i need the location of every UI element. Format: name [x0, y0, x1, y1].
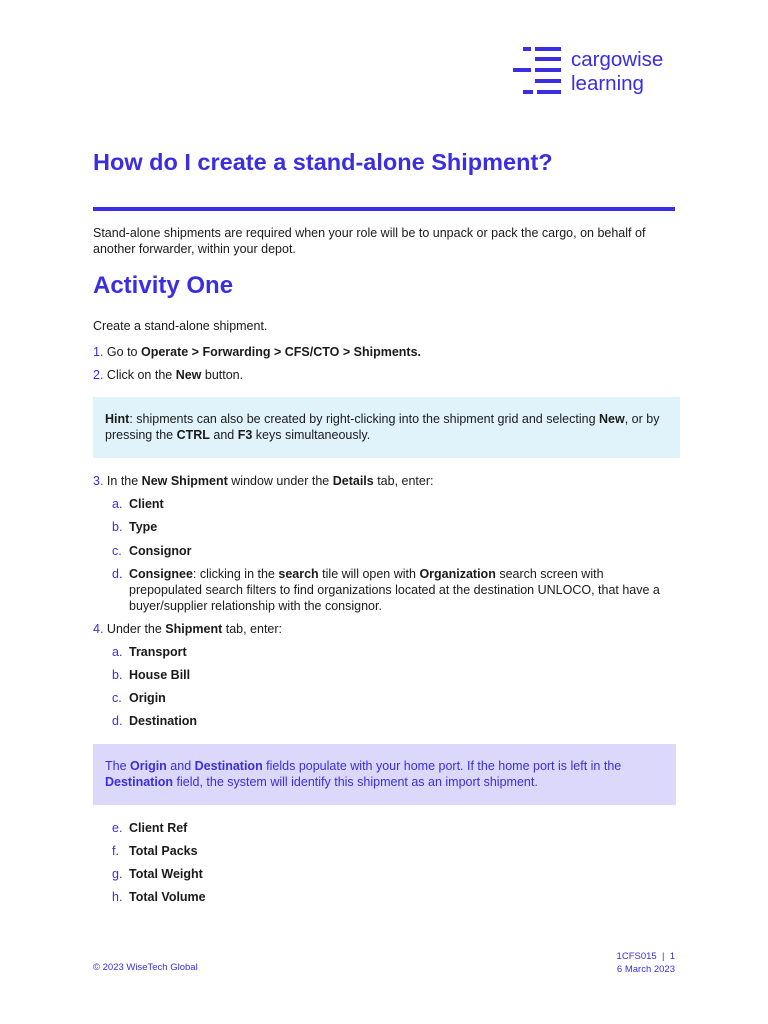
list-item-letter: d. — [112, 567, 123, 581]
hint-label: Hint — [105, 412, 130, 426]
footer-date: 6 March 2023 — [616, 964, 675, 975]
step-3 — [93, 473, 434, 489]
hint-text-part: and — [209, 428, 238, 442]
footer-doc-info — [617, 950, 675, 976]
list-item: Total Volume — [129, 890, 206, 904]
logo-line-2: learning — [571, 72, 644, 95]
list-item: House Bill — [129, 668, 191, 682]
step-text-end: button. — [201, 368, 244, 382]
list-item: Total Weight — [129, 867, 203, 881]
activity-heading: Activity One — [93, 272, 234, 299]
details-tab-ref: Details — [332, 474, 374, 488]
list-item: Type — [129, 520, 158, 534]
step-text: In the — [106, 474, 142, 488]
list-item: Consignee — [129, 567, 193, 581]
footer-copyright: © 2023 WiseTech Global — [93, 962, 198, 973]
hint-text — [105, 411, 665, 443]
list-item-letter: a. — [112, 497, 123, 511]
step-1 — [93, 344, 421, 360]
hint-new: New — [599, 412, 625, 426]
new-shipment-window-ref: New Shipment — [141, 474, 228, 488]
consignee-text: : clicking in the — [192, 567, 279, 581]
list-item-letter: e. — [112, 821, 123, 835]
destination-ref: Destination — [194, 759, 263, 773]
step-4 — [93, 621, 282, 637]
search-tile-ref: search — [278, 567, 319, 581]
list-item-letter: d. — [112, 714, 123, 728]
footer-doc-code: 1CFS015 | 1 — [616, 951, 675, 962]
step-text: tab, enter: — [222, 622, 283, 636]
step-text: tab, enter: — [373, 474, 434, 488]
list-item-letter: a. — [112, 645, 123, 659]
list-item-letter: b. — [112, 520, 123, 534]
step-number: 2. — [93, 368, 104, 382]
origin-ref: Origin — [130, 759, 167, 773]
menu-path: Operate > Forwarding > CFS/CTO > Shipments. — [140, 345, 422, 359]
hint-text-part: : shipments can also be created by right-clicking into the shipment grid and selecting — [129, 412, 600, 426]
hint-text-part: keys simultaneously. — [252, 428, 371, 442]
list-item: Destination — [129, 714, 198, 728]
activity-intro: Create a stand-alone shipment. — [93, 319, 268, 333]
hint-ctrl-key: CTRL — [176, 428, 210, 442]
step-text: Go to — [106, 345, 141, 359]
intro-paragraph: Stand-alone shipments are required when your role will be to unpack or pack the cargo, on behalf of another forwarder, within your depot. — [93, 226, 646, 256]
cargowise-logo-mark — [513, 47, 561, 95]
note-text-part: The — [105, 759, 131, 773]
note-text-part: field, the system will identify this shipment as an import shipment. — [173, 775, 538, 789]
list-item: Total Packs — [129, 844, 198, 858]
step-text: Under the — [106, 622, 166, 636]
step-2 — [93, 367, 243, 383]
list-item: Client Ref — [129, 821, 188, 835]
list-item: Transport — [129, 645, 187, 659]
list-item-letter: f. — [112, 844, 119, 858]
note-text-part: and — [166, 759, 195, 773]
shipment-tab-ref: Shipment — [165, 622, 223, 636]
step-number: 3. — [93, 474, 104, 488]
hint-text-part: , or by pressing the — [105, 412, 660, 442]
consignee-item — [129, 566, 669, 614]
logo-line-1: cargowise — [571, 48, 664, 71]
consignee-text: tile will open with — [318, 567, 420, 581]
destination-ref: Destination — [105, 775, 174, 789]
step-number: 4. — [93, 622, 104, 636]
list-item-letter: b. — [112, 668, 123, 682]
list-item: Client — [129, 497, 164, 511]
title-divider — [93, 207, 675, 211]
list-item-letter: h. — [112, 890, 123, 904]
hint-f3-key: F3 — [237, 428, 253, 442]
list-item-letter: c. — [112, 544, 122, 558]
step-text: window under the — [227, 474, 333, 488]
step-text: Click on the — [106, 368, 176, 382]
list-item: Origin — [129, 691, 166, 705]
consignee-text: search screen with prepopulated search filters to find organizations located at the destination UNLOCO, that have a buyer/supplier relationship with the consignor. — [129, 567, 660, 613]
list-item-letter: c. — [112, 691, 122, 705]
note-text-part: fields populate with your home port. If the home port is left in the — [262, 759, 622, 773]
info-note-text — [105, 758, 670, 790]
list-item-letter: g. — [112, 867, 123, 881]
step-number: 1. — [93, 345, 104, 359]
logo-wordmark — [571, 48, 663, 96]
page-title: How do I create a stand-alone Shipment? — [93, 149, 553, 175]
list-item: Consignor — [129, 544, 192, 558]
new-button-ref: New — [175, 368, 202, 382]
organization-ref: Organization — [419, 567, 496, 581]
